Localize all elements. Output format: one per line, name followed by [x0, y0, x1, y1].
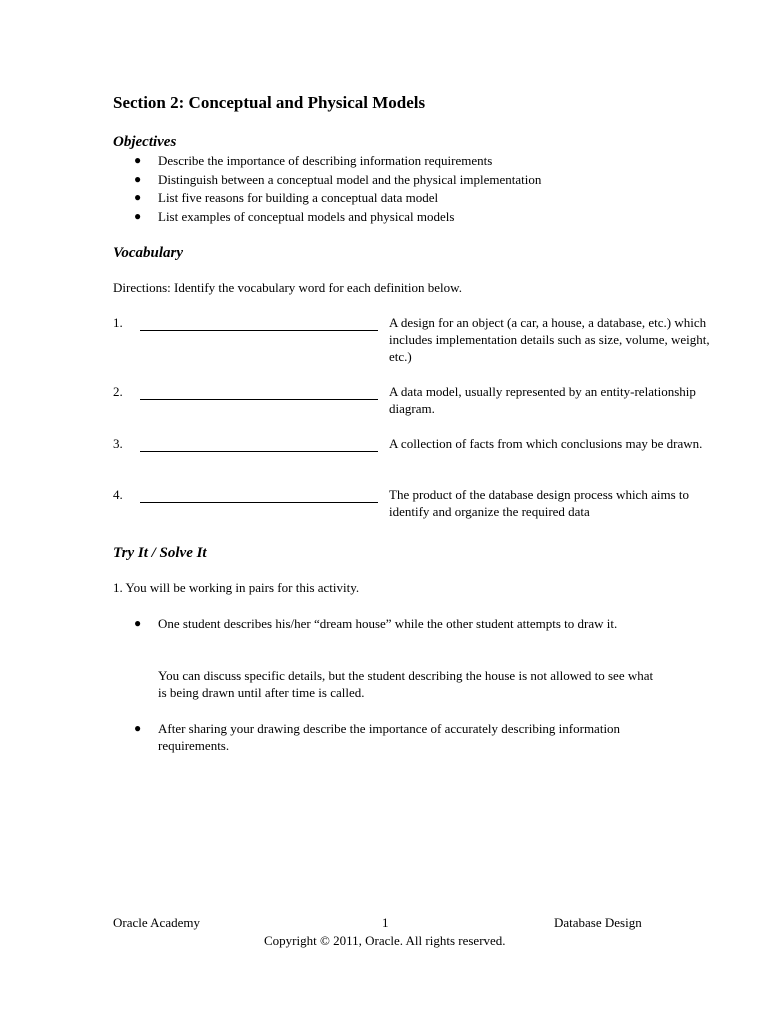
activity-step: After sharing your drawing describe the importance of accurately describing information requirements.	[158, 721, 621, 753]
try-it-heading: Try It / Solve It	[113, 545, 207, 561]
footer-org: Oracle Academy	[113, 915, 200, 930]
footer-course: Database Design	[554, 915, 642, 930]
task-text: 1. You will be working in pairs for this activity.	[113, 580, 360, 595]
copyright-notice: Copyright © 2011, Oracle. All rights reserved.	[264, 933, 506, 948]
vocab-definition: The product of the database design process which aims to identify and organize the required data	[389, 487, 689, 519]
objectives-heading: Objectives	[113, 134, 177, 150]
bullet-icon: ●	[134, 208, 142, 223]
answer-blank-1[interactable]	[140, 330, 378, 331]
bullet-icon: ●	[134, 153, 142, 167]
objective-text: List examples of conceptual models and physical models	[158, 208, 455, 224]
bullet-icon: ●	[134, 721, 142, 735]
vocab-number: 4.	[113, 487, 123, 502]
list-item	[134, 152, 694, 171]
vocab-definition: A collection of facts from which conclusions may be drawn.	[389, 436, 703, 451]
bullet-icon: ●	[134, 171, 142, 186]
vocabulary-directions: Directions: Identify the vocabulary word for each definition below.	[113, 280, 462, 295]
answer-blank-4[interactable]	[140, 502, 378, 503]
answer-blank-2[interactable]	[140, 399, 378, 400]
list-item	[134, 171, 694, 190]
objective-text: Describe the importance of describing information requirements	[158, 153, 493, 168]
bullet-icon: ●	[134, 190, 142, 204]
objective-text: List five reasons for building a conceptual data model	[158, 190, 439, 205]
vocab-number: 1.	[113, 315, 123, 330]
activity-note: You can discuss specific details, but the student describing the house is not allowed to see what is being drawn until after time is called.	[158, 668, 654, 700]
vocab-definition: A data model, usually represented by an entity-relationship diagram.	[389, 384, 696, 416]
list-item	[134, 208, 694, 227]
vocabulary-heading: Vocabulary	[113, 245, 184, 261]
answer-blank-3[interactable]	[140, 451, 378, 452]
list-item	[134, 189, 694, 208]
vocab-definition: A design for an object (a car, a house, a database, etc.) which includes implementation details such as size, volume, weight, etc.)	[389, 315, 710, 364]
vocab-number: 3.	[113, 436, 123, 451]
page-number: 1	[382, 915, 389, 930]
vocab-number: 2.	[113, 384, 123, 399]
page-title: Section 2: Conceptual and Physical Models	[113, 93, 426, 112]
bullet-icon: ●	[134, 616, 142, 630]
objective-text: Distinguish between a conceptual model and the physical implementation	[158, 171, 542, 187]
activity-step: One student describes his/her “dream house” while the other student attempts to draw it.	[158, 616, 618, 631]
objectives-list	[134, 152, 694, 226]
